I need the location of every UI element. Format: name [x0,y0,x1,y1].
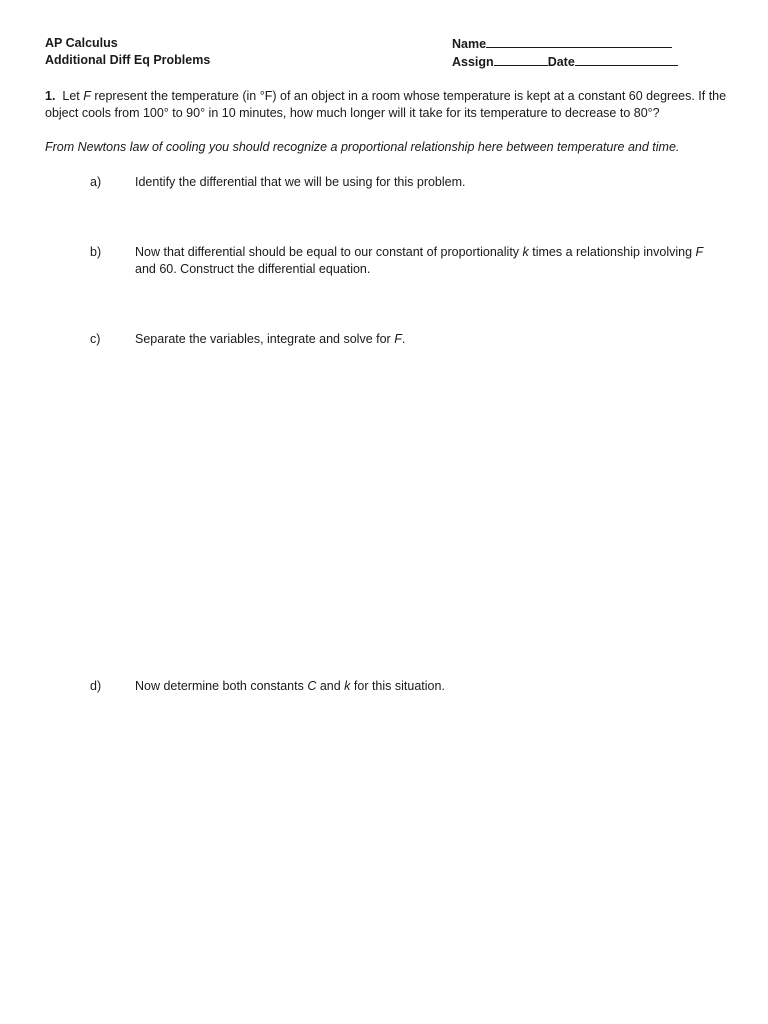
worksheet-subtitle: Additional Diff Eq Problems [45,53,211,67]
part-c-text-2: . [401,332,406,346]
part-b-label: b) [90,245,102,259]
problem-statement [45,88,735,122]
assign-blank [494,53,548,66]
part-b-text-3: and 60. Construct the differential equation. [135,262,371,276]
part-a-label: a) [90,175,102,189]
header-left [45,35,210,69]
problem-text-1: Let [62,89,84,103]
assign-label: Assign [452,55,494,69]
course-title: AP Calculus [45,36,118,50]
part-b-text [135,244,725,278]
part-d-text-2: and [316,679,345,693]
part-c-label: c) [90,332,101,346]
date-blank [575,53,678,66]
header-right [452,35,678,71]
variable-f: F [394,332,402,346]
part-d-text [135,678,725,695]
part-b-text-1: Now that differential should be equal to our constant of proportionality [135,245,523,259]
assign-date-line [452,53,678,71]
part-b-text-2: times a relationship involving [528,245,696,259]
variable-f: F [695,245,704,259]
name-blank [486,35,672,48]
part-d-text-1: Now determine both constants [135,679,308,693]
variable-c: C [307,679,317,693]
variable-k: k [522,245,529,259]
part-c-text-1: Separate the variables, integrate and solve for [135,332,395,346]
date-label: Date [547,55,575,69]
part-d-label: d) [90,679,102,693]
part-d-text-3: for this situation. [350,679,445,693]
hint-text: From Newtons law of cooling you should recognize a proportional relationship here between temperature and time. [45,140,680,154]
variable-k: k [344,679,351,693]
variable-f: F [83,89,91,103]
name-label: Name [452,37,487,51]
part-c-text [135,331,725,348]
part-a-text: Identify the differential that we will be using for this problem. [135,175,466,189]
name-line [452,35,678,53]
problem-text-2: represent the temperature (in °F) of an object in a room whose temperature is kept at a constant 60 degrees. If the object cools from 100° to 90° in 10 minutes, how much longer will it take for its temperature to decrease to 80°? [45,89,727,120]
problem-number: 1. [45,89,56,103]
